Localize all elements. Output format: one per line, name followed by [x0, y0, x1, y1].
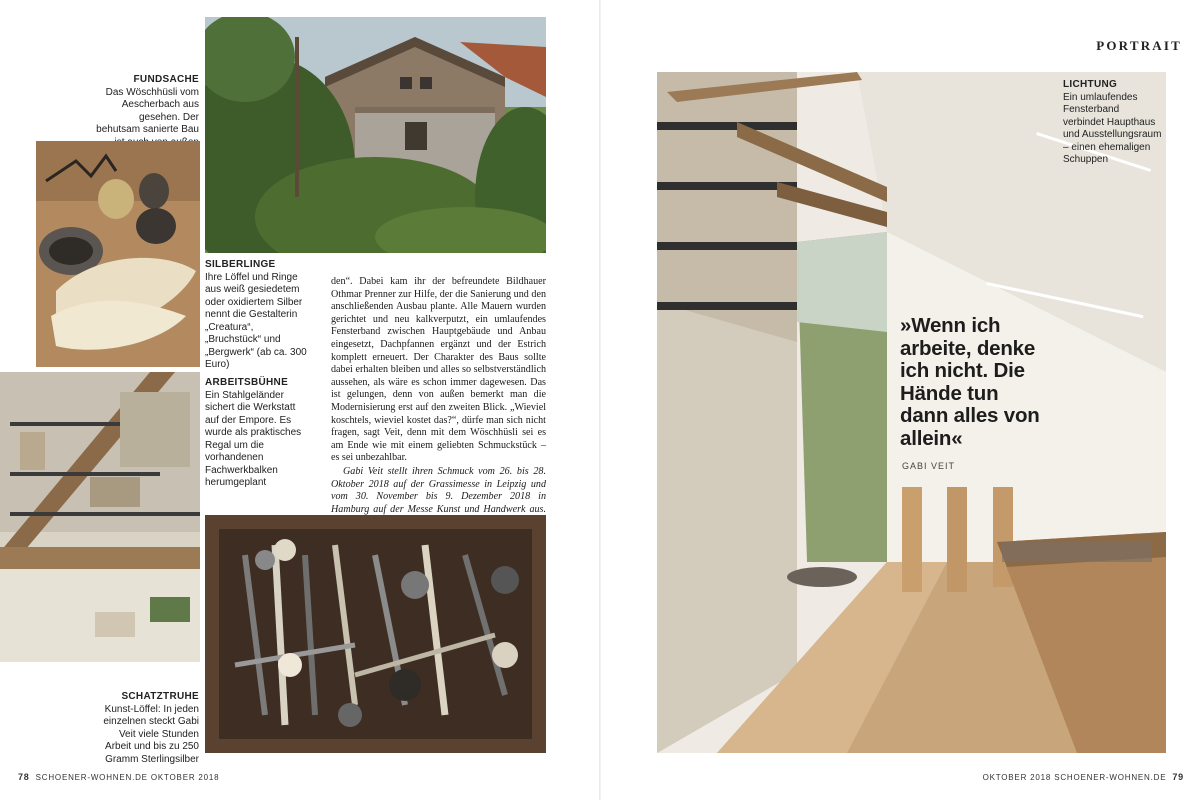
workshop-gallery-photo	[0, 372, 200, 662]
caption-title: ARBEITSBÜHNE	[205, 377, 289, 388]
page-number-left: 78	[18, 772, 30, 782]
body-paragraph: den“. Dabei kam ihr der befreundete Bildhauer Othmar Prenner zur Hilfe, der die Sanierung und den anschließenden Ausbau plante. Alle Mauern wurden gerichtet und neu kalkverputzt, ein umlaufendes Fensterband zwischen Hauptgebäude und Anbau eingesetzt, Dachpfannen ergänzt und der Estrich komplett erneuert. Der Charakter des Baus sollte dabei erhalten bleiben und alles so selbstverständlich aussehen, als wäre es schon immer dagewesen. Das ist gelungen, denn von außen bemerkt man die Modernisierung erst auf den zweiten Blick. „Wieviel koschtels, wieviel kostet das?“, dürfe man sich nicht fragen, sagt Veit, denn mit dem Wöschhüsli sei es am Ende wie mit einem geliebten Schmuckstück – es sei unbezahlbar.	[331, 276, 546, 464]
caption-silberlinge	[205, 259, 309, 372]
caption-schatztruhe	[95, 691, 199, 766]
caption-text: Das Wöschhüsli vom Aescherbach aus gesehen. Der behutsam sanierte Bau	[96, 86, 199, 135]
caption-text: Ihre Löffel und Ringe aus weiß gesiedetem oder oxidiertem Silber nennt die Gestalterin „Creatura“, „Bruchstück“ und „Bergwerk“ (ab ca. 300 Euro)	[205, 271, 307, 370]
folio-left	[18, 772, 219, 782]
folio-right	[983, 772, 1184, 782]
caption-text: Kunst-Löffel: In jeden einzelnen steckt Gabi Veit viele Stunden Arbeit und bis zu 250 Gramm Sterlingsilber	[103, 703, 199, 765]
house-exterior-photo	[205, 17, 546, 253]
spoons-tray-photo	[205, 515, 546, 753]
folio-right-text: OKTOBER 2018 SCHOENER-WOHNEN.DE	[982, 773, 1167, 782]
article-body	[331, 276, 546, 529]
page-number-right: 79	[1172, 772, 1184, 782]
section-label: PORTRAIT	[1096, 38, 1182, 53]
page-gutter	[599, 0, 601, 800]
caption-text: Ein umlaufendes Fensterband verbindet Haupthaus und Ausstellungsraum – einen ehemaligen Schuppen	[1063, 91, 1162, 165]
caption-title: SILBERLINGE	[205, 259, 276, 270]
silver-bowls-photo	[36, 141, 200, 367]
caption-lichtung	[1063, 79, 1163, 167]
caption-title: LICHTUNG	[1063, 79, 1118, 90]
caption-title: FUNDSACHE	[133, 74, 199, 85]
pull-quote: »Wenn ich arbeite, denke ich nicht. Die Hände tun dann alles von allein«	[900, 314, 1040, 450]
exhibition-note-text: Gabi Veit stellt ihren Schmuck vom 26. bis 28. Oktober 2018 auf der Grassimesse in Leipzig und vom 30. November bis 9. Dezember 2018 in Hamburg auf der Messe Kunst und Handwerk aus.	[331, 465, 546, 515]
caption-title: SCHATZTRUHE	[121, 691, 199, 702]
caption-text: Ein Stahlgeländer sichert die Werkstatt auf der Empore. Es wurde als praktisches Regal um die vorhandenen Fachwerkbalken herumgeplant	[205, 389, 302, 488]
folio-left-text: SCHOENER-WOHNEN.DE OKTOBER 2018	[35, 773, 220, 782]
pull-quote-author: GABI VEIT	[902, 461, 956, 471]
caption-arbeitsbuehne	[205, 377, 309, 490]
